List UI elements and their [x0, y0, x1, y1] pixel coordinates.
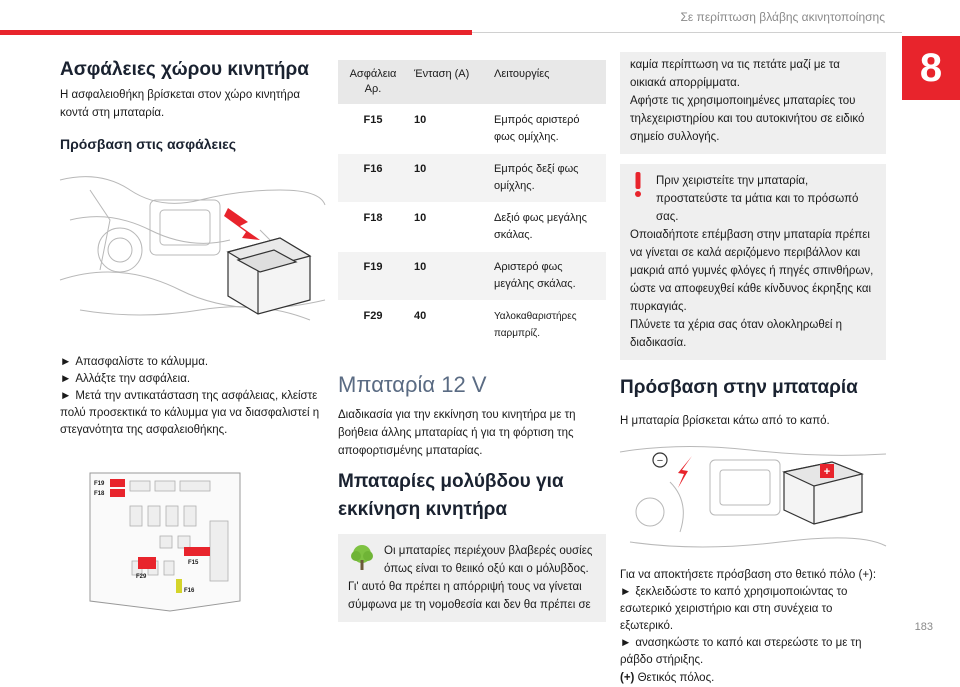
fuse-f19-marker: [110, 479, 125, 487]
engine-fuses-title: Ασφάλειες χώρου κινητήρα: [60, 59, 309, 80]
positive-legend-label: Θετικός πόλος.: [637, 672, 715, 684]
warning-text-3: Πλύνετε τα χέρια σας όταν ολοκληρωθεί η διαδικασία.: [630, 319, 843, 349]
table-cell-amps: 10: [408, 203, 488, 252]
table-cell-function: Δεξιό φως μεγάλης σκάλας.: [488, 203, 606, 252]
table-row: [338, 203, 606, 252]
bullet-arrow-icon: ►: [60, 390, 72, 402]
warning-text-1: Πριν χειριστείτε την μπαταρία, προστατεύστε τα μάτια και το πρόσωπό σας.: [656, 175, 859, 223]
page-number: 183: [914, 621, 933, 633]
battery-access-title: Πρόσβαση στην μπαταρία: [620, 377, 858, 398]
fusebox-layout-diagram: [60, 461, 325, 621]
header-rule: [472, 32, 902, 33]
label-f15: F15: [188, 560, 199, 566]
battery-title: Μπαταρία 12 V: [338, 372, 487, 397]
fuse-step-2-text: Αλλάξτε την ασφάλεια.: [75, 373, 191, 385]
warning-box: [620, 164, 886, 360]
battery-access-intro: Η μπαταρία βρίσκεται κάτω από το καπό.: [620, 415, 830, 427]
table-row: [338, 252, 606, 301]
label-f16: F16: [184, 588, 195, 594]
warning-exclamation-icon: [634, 172, 642, 203]
fuse-step-2: [60, 371, 325, 388]
table-cell-amps: 40: [408, 301, 488, 350]
table-cell-fuse: F18: [338, 203, 408, 252]
fuse-step-3: [60, 388, 325, 439]
eco-note-text-1: Οι μπαταρίες περιέχουν βλαβερές ουσίες όπως είναι το θειικό οξύ και ο μόλυβδος.: [384, 545, 593, 575]
table-row: [338, 105, 606, 154]
lead-battery-heading: Μπαταρίες μολύβδου για εκκίνηση κινητήρα: [338, 471, 564, 520]
fuse-step-3-text: Μετά την αντικατάσταση της ασφάλειας, κλείστε πολύ προσεκτικά το κάλυμμα για να διασφαλιστεί η στεγανότητα της ασφαλειοθήκης.: [60, 390, 320, 436]
battery-step-2-text: ανασηκώστε το καπό και στερεώστε το με τη ράβδο στήριξης.: [620, 637, 862, 666]
table-header-functions: Λειτουργίες: [488, 60, 606, 105]
fuse-f15-marker: [184, 547, 210, 556]
bullet-arrow-icon: ►: [60, 373, 72, 385]
battery-step-2: [620, 635, 886, 669]
battery-drawing: [620, 442, 886, 552]
eco-note-text-2: Γι' αυτό θα πρέπει η απόρριψή τους να γίνεται σύμφωνα με τη νομοθεσία και δεν θα πρέπει σε: [348, 581, 591, 611]
battery-engine-bay-illustration: [620, 442, 886, 552]
table-cell-function: Εμπρός αριστερό φως ομίχλης.: [488, 105, 606, 154]
table-cell-function: Υαλοκαθαριστήρες παρμπρίζ.: [488, 301, 606, 350]
positive-symbol: +: [823, 466, 831, 478]
engine-bay-fusebox-illustration: [60, 160, 325, 340]
red-pointer-arrow-icon: [678, 456, 692, 488]
middle-column: [338, 60, 606, 622]
table-cell-function: Αριστερό φως μεγάλης σκάλας.: [488, 252, 606, 301]
eco-note-continued-1: καμία περίπτωση να τις πετάτε μαζί με τα οικιακά απορρίμματα.: [630, 59, 840, 89]
label-f19: F19: [94, 481, 105, 487]
table-cell-fuse: F16: [338, 154, 408, 203]
battery-intro: Διαδικασία για την εκκίνηση του κινητήρα με τη βοήθεια άλλης μπαταρίας ή για τη φόρτιση της αποφορτισμένης μπαταρίας.: [338, 409, 576, 457]
label-f29: F29: [136, 574, 147, 580]
eco-note-continued-2: Αφήστε τις χρησιμοποιημένες μπαταρίες του τηλεχειριστηρίου και του αυτοκινήτου σε ειδικό σημείο συλλογής.: [630, 95, 865, 143]
bullet-arrow-icon: ►: [620, 586, 632, 598]
battery-step-1-text: ξεκλειδώστε το καπό χρησιμοποιώντας το εσωτερικό χειριστήριο και στη συνέχεια το εξωτερικό.: [620, 586, 848, 632]
left-column: [60, 52, 325, 621]
chapter-badge: 8: [902, 36, 960, 100]
fusebox-drawing: [60, 461, 325, 621]
eco-note-box: [338, 534, 606, 622]
fuse-table: [338, 60, 606, 350]
negative-symbol: −: [656, 455, 664, 467]
right-column: [620, 52, 886, 687]
recycle-tree-icon: [350, 544, 374, 577]
battery-step-1: [620, 584, 886, 635]
table-cell-fuse: F29: [338, 301, 408, 350]
label-f18: F18: [94, 491, 105, 497]
table-cell-amps: 10: [408, 154, 488, 203]
bullet-arrow-icon: ►: [60, 356, 72, 368]
section-title: Σε περίπτωση βλάβης ακινητοποίησης: [680, 10, 885, 24]
warning-text-2: Οποιαδήποτε επέμβαση στην μπαταρία πρέπει να γίνεται σε καλά αεριζόμενο περιβάλλον και μακριά από γυμνές φλόγες ή πηγές σπινθήρων, ώστε να αποφευχθεί κάθε κίνδυνος έκρηξης και πυρκαγιάς.: [630, 229, 874, 313]
table-header-amperage: Ένταση (A): [408, 60, 488, 105]
engine-fuses-intro: Η ασφαλειοθήκη βρίσκεται στον χώρο κινητήρα κοντά στη μπαταρία.: [60, 89, 301, 119]
fuse-step-1: [60, 354, 325, 371]
table-cell-amps: 10: [408, 105, 488, 154]
table-cell-amps: 10: [408, 252, 488, 301]
fuse-f18-marker: [110, 489, 125, 497]
engine-bay-drawing: [60, 160, 325, 340]
positive-terminal-legend: [620, 669, 886, 687]
table-header-fuse-no: Ασφάλεια Αρ.: [338, 60, 408, 105]
header-red-bar: [0, 30, 472, 35]
table-cell-function: Εμπρός δεξί φως ομίχλης.: [488, 154, 606, 203]
fuse-f16-marker: [176, 579, 182, 593]
table-cell-fuse: F15: [338, 105, 408, 154]
positive-legend-symbol: (+): [620, 672, 635, 684]
table-row: [338, 301, 606, 350]
fuse-access-heading: Πρόσβαση στις ασφάλειες: [60, 136, 237, 152]
pointer-arrow-icon: [224, 208, 260, 240]
eco-note-continued: [620, 52, 886, 154]
access-positive-text: Για να αποκτήσετε πρόσβαση στο θετικό πόλο (+):: [620, 569, 877, 581]
bullet-arrow-icon: ►: [620, 637, 632, 649]
table-cell-fuse: F19: [338, 252, 408, 301]
fuse-f29-marker: [138, 557, 156, 569]
fuse-step-1-text: Απασφαλίστε το κάλυμμα.: [75, 356, 209, 368]
table-row: [338, 154, 606, 203]
